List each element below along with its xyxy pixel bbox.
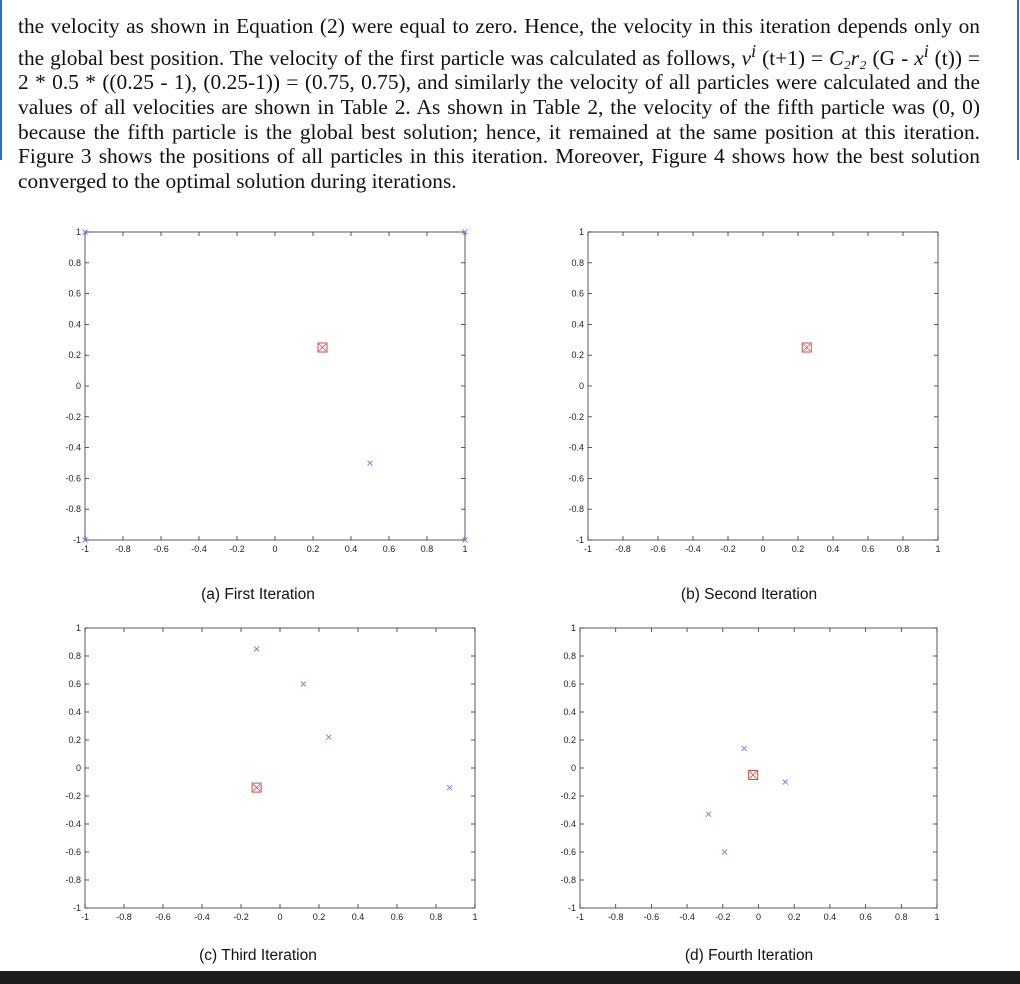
paragraph-text-1: the velocity as shown in Equation (2) were equal to zero. Hence, the velocity in this iteration depends only on the global best position. The velocity of the first particle was calculated as follows, <box>18 14 980 70</box>
y-tick-label-d: -0.8 <box>560 875 576 885</box>
y-tick-label-a: 0.6 <box>68 288 81 299</box>
particle-marker-d <box>706 812 711 817</box>
y-tick-label-c: 0.8 <box>68 651 81 661</box>
x-tick-label-b: 0.4 <box>826 544 840 554</box>
x-tick-label-d: 0.6 <box>859 912 872 922</box>
y-tick-label-a: -1 <box>72 535 81 545</box>
y-tick-label-b: 1 <box>578 227 584 237</box>
y-tick-label-b: -0.6 <box>568 473 584 484</box>
x-tick-label-d: -0.6 <box>643 912 660 922</box>
x-tick-label-d: 1 <box>934 912 940 922</box>
y-tick-label-c: 0 <box>75 763 81 773</box>
y-tick-label-a: -0.4 <box>65 442 81 453</box>
x-tick-label-c: 0.4 <box>351 912 365 922</box>
particle-marker-a <box>368 461 373 466</box>
paragraph-text-3: (G - <box>866 45 915 70</box>
y-tick-label-c: 0.4 <box>68 707 81 717</box>
x-tick-label-b: 0 <box>760 544 766 554</box>
y-tick-label-b: -0.2 <box>568 411 584 422</box>
y-tick-label-d: 0.4 <box>563 707 576 717</box>
y-tick-label-a: 0.8 <box>68 257 81 268</box>
y-tick-label-b: 0.4 <box>571 319 584 330</box>
y-tick-label-c: 1 <box>75 623 81 633</box>
y-tick-label-c: -0.4 <box>65 819 81 829</box>
y-tick-label-c: 0.6 <box>68 679 81 689</box>
y-tick-label-a: 1 <box>75 227 81 237</box>
y-tick-label-d: 0.2 <box>563 735 576 745</box>
particle-marker-d <box>742 746 747 751</box>
x-tick-label-d: -0.4 <box>679 912 695 922</box>
x-tick-label-b: -1 <box>583 544 593 554</box>
x-tick-label-b: 1 <box>935 544 941 554</box>
y-tick-label-d: 0.8 <box>563 651 576 661</box>
y-tick-label-b: 0.6 <box>571 288 584 299</box>
y-tick-label-c: -1 <box>72 903 81 913</box>
velocity-symbol: $v^i$ <box>741 40 757 70</box>
y-tick-label-b: -1 <box>575 535 584 545</box>
x-tick-label-d: 0.2 <box>787 912 801 922</box>
particle-marker-d <box>783 780 788 785</box>
paragraph-text-4: (t)) = 2 * 0.5 * ((0.25 - 1), (0.25-1)) = (0.75, 0.75), and similarly the velocity of all particles were calculated and the values of all velocities are shown in Table 2. As shown in Table 2, the velocity of the fifth particle was (0, 0) because the fifth particle is the global best solution; hence, it remained at the same position at this iteration. Figure 3 shows the positions of all particles in this iteration. Moreover, Figure 4 shows how the best solution converged to the optimal solution during iterations. <box>18 45 980 193</box>
y-tick-label-d: -0.4 <box>560 819 576 829</box>
y-tick-label-a: -0.2 <box>65 411 81 422</box>
x-tick-label-a: -0.6 <box>153 544 169 554</box>
x-tick-label-d: 0.8 <box>895 912 908 922</box>
x-tick-label-d: -0.8 <box>607 912 624 922</box>
y-tick-label-d: -0.6 <box>560 847 576 857</box>
particle-marker-c <box>326 735 331 740</box>
y-tick-label-d: -1 <box>567 903 576 913</box>
best-marker-x-a <box>319 344 326 351</box>
x-tick-label-b: -0.8 <box>615 544 631 554</box>
y-tick-label-a: 0.2 <box>68 350 81 361</box>
y-tick-label-b: 0.2 <box>571 350 584 361</box>
paragraph-text-2: (t+1) = <box>756 45 830 70</box>
x-tick-label-a: 1 <box>462 544 468 554</box>
y-tick-label-b: -0.8 <box>568 504 584 515</box>
best-marker-x-d <box>750 772 757 779</box>
x-tick-label-c: 1 <box>472 912 478 922</box>
y-tick-label-d: 0.6 <box>563 679 576 689</box>
y-tick-label-b: 0 <box>578 381 584 391</box>
x-tick-label-c: -1 <box>80 912 90 922</box>
x-tick-label-c: -0.4 <box>194 912 210 922</box>
caption-c: (c) Third Iteration <box>199 947 317 964</box>
x-tick-label-a: -0.4 <box>191 544 207 554</box>
caption-d: (d) Fourth Iteration <box>684 947 814 964</box>
y-tick-label-b: -0.4 <box>568 442 584 453</box>
bottom-bar <box>0 971 1020 984</box>
plot-frame-a <box>85 232 465 540</box>
x-tick-label-a: 0.6 <box>382 544 396 554</box>
particle-marker-c <box>301 682 306 687</box>
velocity-superscript: i <box>751 40 757 61</box>
x-tick-label-c: -0.8 <box>116 912 132 922</box>
plot-frame-d <box>580 628 937 908</box>
plot-frame-c <box>85 628 475 908</box>
y-tick-label-a: 0 <box>75 381 81 391</box>
x-tick-label-d: 0 <box>755 912 762 922</box>
y-tick-label-d: 0 <box>570 763 576 773</box>
y-tick-label-b: 0.8 <box>571 257 584 268</box>
y-tick-label-a: -0.6 <box>65 473 81 484</box>
x-tick-label-a: -1 <box>80 544 90 554</box>
y-tick-label-a: 0.4 <box>68 319 81 330</box>
particle-marker-c <box>447 785 452 790</box>
x-tick-label-a: 0.2 <box>306 544 320 554</box>
x-tick-label-b: 0.2 <box>791 544 805 554</box>
y-tick-label-c: -0.2 <box>65 791 81 801</box>
caption-b: (b) Second Iteration <box>680 586 818 603</box>
x-tick-label-a: 0 <box>272 544 278 554</box>
y-tick-label-d: -0.2 <box>560 791 576 801</box>
best-marker-x-c <box>253 784 260 791</box>
position-symbol: $x^i$ <box>914 40 929 70</box>
x-tick-label-a: -0.8 <box>115 544 131 554</box>
x-tick-label-c: -0.2 <box>233 912 249 922</box>
y-tick-label-c: -0.6 <box>65 847 81 857</box>
x-tick-label-a: 0.4 <box>344 544 358 554</box>
y-tick-label-d: 1 <box>570 623 576 633</box>
x-tick-label-c: -0.6 <box>155 912 171 922</box>
x-tick-label-a: 0.8 <box>420 544 434 554</box>
x-tick-label-c: 0 <box>277 912 283 922</box>
x-tick-label-b: 0.8 <box>896 544 910 554</box>
caption-a: (a) First Iteration <box>201 586 315 603</box>
best-marker-x-b <box>803 344 810 351</box>
x-tick-label-c: 0.2 <box>312 912 326 922</box>
particle-marker-d <box>722 850 727 855</box>
x-tick-label-b: -0.6 <box>650 544 666 554</box>
x-tick-label-a: -0.2 <box>229 544 245 554</box>
x-tick-label-b: 0.6 <box>861 544 875 554</box>
y-tick-label-a: -0.8 <box>65 504 81 515</box>
x-tick-label-b: -0.4 <box>685 544 701 554</box>
y-tick-label-c: 0.2 <box>68 735 81 745</box>
particle-marker-c <box>254 647 259 652</box>
plot-frame-b <box>588 232 938 540</box>
x-tick-label-d: 0.4 <box>823 912 837 922</box>
c2r2-symbol: C₂r₂ <box>829 45 867 70</box>
x-tick-label-c: 0.6 <box>390 912 404 922</box>
x-tick-label-c: 0.8 <box>429 912 443 922</box>
x-tick-label-b: -0.2 <box>720 544 736 554</box>
y-tick-label-c: -0.8 <box>65 875 81 885</box>
x-tick-label-d: -0.2 <box>715 912 731 922</box>
x-tick-label-d: -1 <box>575 912 585 922</box>
